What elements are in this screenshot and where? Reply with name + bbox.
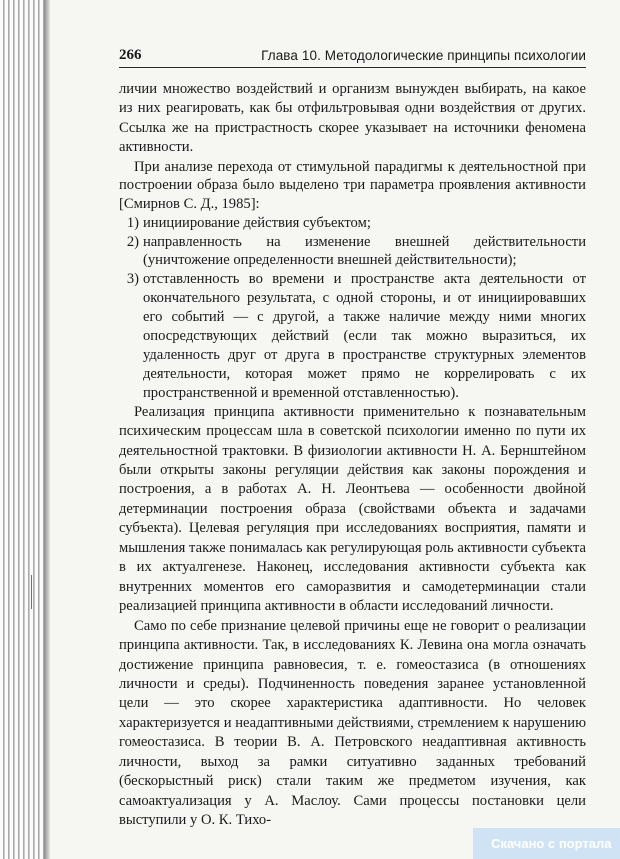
paragraph-2: При анализе перехода от стимульной парадигмы к деятельностной при построении образа было выделено три параметра проявления активности [Смирнов С. Д., 1985]: xyxy=(119,158,586,212)
list-item-text: направленность на изменение внешней действительности (уничтожение определенности внешней действительности); xyxy=(143,233,586,269)
list-item-number: 3) xyxy=(126,271,139,288)
page-number: 266 xyxy=(119,47,142,63)
paragraph-3: Реализация принципа активности применительно к познавательным психическим процессам шла в советской психологии именно по пути их деятельностной трактовки. В физиологии активности Н. А. Бернштейном были открыты законы регуляции действия как законы порождения и построения, а в работах А. Н. Леонтьева — особенности двойной детерминации построения образа (свойствами объекта и задачами субъекта). Целевая регуляция при исследованиях восприятия, памяти и мышления также понималась как регулирующая роль активности субъекта в их актуалгенезе. Наконец, исследования активности субъекта как внутренних моментов его саморазвития и самодетерминации стали реализацией принципа активности в области исследований личности. xyxy=(119,403,586,615)
list-item-text: инициирование действия субъектом; xyxy=(143,214,371,231)
list-item xyxy=(119,233,586,271)
download-watermark[interactable]: Скачано с портала xyxy=(473,828,620,859)
page-stack-edges xyxy=(0,0,48,859)
chapter-title: Глава 10. Методологические принципы психологии xyxy=(261,48,586,63)
running-header xyxy=(119,45,586,68)
activity-parameters-list xyxy=(119,214,586,403)
list-item xyxy=(119,214,586,233)
list-item-number: 2) xyxy=(126,233,139,250)
margin-pencil-mark xyxy=(31,575,32,609)
list-item-number: 1) xyxy=(126,214,139,231)
paragraph-1: личии множество воздействий и организм вынужден выбирать, на какое из них реагировать, как бы отфильтровывая одни воздействия от других. Ссылка же на пристрастность скорее указывает на источники феномена активности. xyxy=(119,81,586,156)
list-item-text: отставленность во времени и пространстве акта деятельности от окончательного результата, с одной стороны, и от инициировавших его событий — с другой, а также наличие между ними многих опосредствующих действий (если так можно выразиться, их удаленность друг от друга в пространстве структурных элементов деятельности, которая может прямо не коррелировать с их пространственной и временной отставленностью). xyxy=(143,271,586,401)
paragraph-4: Само по себе признание целевой причины еще не говорит о реализации принципа активности. Так, в исследованиях К. Левина она могла означать достижение принципа равновесия, т. е. гомеостазиса (в отношениях личности и среды). Подчиненность поведения заранее установленной цели — это скорее характеристика адаптивности. Но человек характеризуется и неадаптивными действиями, стремлением к нарушению гомеостазиса. В теории В. А. Петровского неадаптивная активность личности, выход за рамки ситуативно заданных требований (бескорыстный риск) стали таким же предметом изучения, как самоактуализация у А. Маслоу. Сами процессы постановки цели выступили у О. К. Тихо- xyxy=(119,617,586,829)
body-text xyxy=(119,80,586,831)
list-item xyxy=(119,270,586,402)
